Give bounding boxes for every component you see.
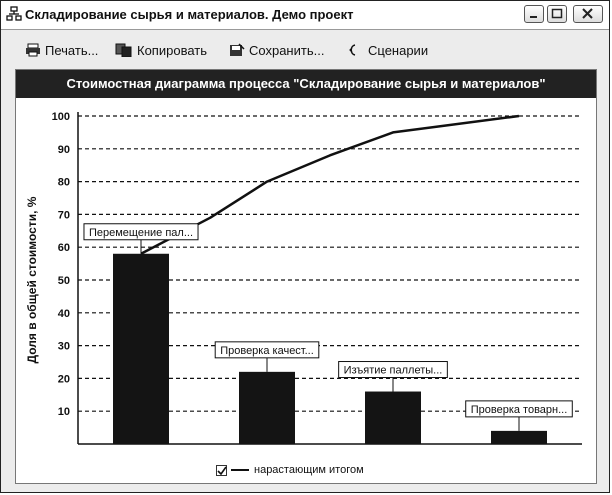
y-tick-label: 70	[57, 209, 70, 222]
close-button[interactable]	[573, 5, 603, 23]
legend-label: нарастающим итогом	[254, 464, 364, 476]
print-label: Печать...	[45, 42, 99, 58]
copy-icon	[115, 43, 133, 57]
minimize-button[interactable]	[524, 5, 544, 23]
bar	[239, 372, 295, 444]
chart-panel	[15, 69, 597, 484]
y-tick-label: 10	[57, 406, 70, 419]
cost-chart	[16, 98, 596, 458]
cumulative-checkbox[interactable]	[216, 465, 227, 476]
y-tick-label: 50	[57, 275, 70, 287]
close-icon	[574, 6, 602, 22]
copy-button[interactable]	[115, 40, 207, 60]
title-bar[interactable]	[1, 1, 609, 30]
printer-icon	[25, 43, 41, 57]
y-tick-label: 20	[57, 373, 70, 386]
y-tick-label: 80	[57, 176, 70, 189]
save-label: Сохранить...	[249, 42, 325, 58]
bar	[365, 392, 421, 444]
scenarios-button[interactable]	[346, 40, 428, 60]
maximize-button[interactable]	[547, 5, 567, 23]
scenarios-label: Сценарии	[368, 42, 429, 58]
app-icon	[6, 6, 22, 22]
maximize-icon	[548, 6, 566, 22]
bar	[491, 431, 547, 444]
save-button[interactable]	[229, 40, 324, 60]
bar-label: Изъятие паллеты...	[343, 364, 443, 377]
y-tick-label: 40	[57, 307, 70, 320]
y-tick-label: 100	[51, 111, 70, 123]
legend-line-swatch	[231, 469, 249, 471]
y-tick-label: 30	[57, 340, 70, 353]
bar-label: Проверка товарн...	[470, 403, 568, 416]
bar	[113, 254, 169, 444]
chart-header: Стоимостная диаграмма процесса "Складирование сырья и материалов"	[16, 70, 596, 98]
y-axis-label: Доля в общей стоимости, %	[25, 196, 39, 364]
scenarios-icon	[346, 43, 364, 57]
copy-label: Копировать	[137, 42, 207, 58]
bar-label: Перемещение пал...	[88, 226, 194, 239]
legend	[216, 464, 364, 476]
print-button[interactable]	[25, 40, 98, 60]
window-title: Складирование сырья и материалов. Демо проект	[25, 7, 354, 22]
minimize-icon	[525, 6, 543, 22]
checkmark-icon	[217, 466, 227, 476]
toolbar	[1, 30, 609, 68]
y-tick-label: 60	[57, 242, 70, 255]
y-ticks	[52, 111, 70, 418]
y-tick-label: 90	[57, 143, 70, 156]
save-icon	[229, 43, 245, 57]
bar-label: Проверка качест...	[220, 344, 314, 357]
